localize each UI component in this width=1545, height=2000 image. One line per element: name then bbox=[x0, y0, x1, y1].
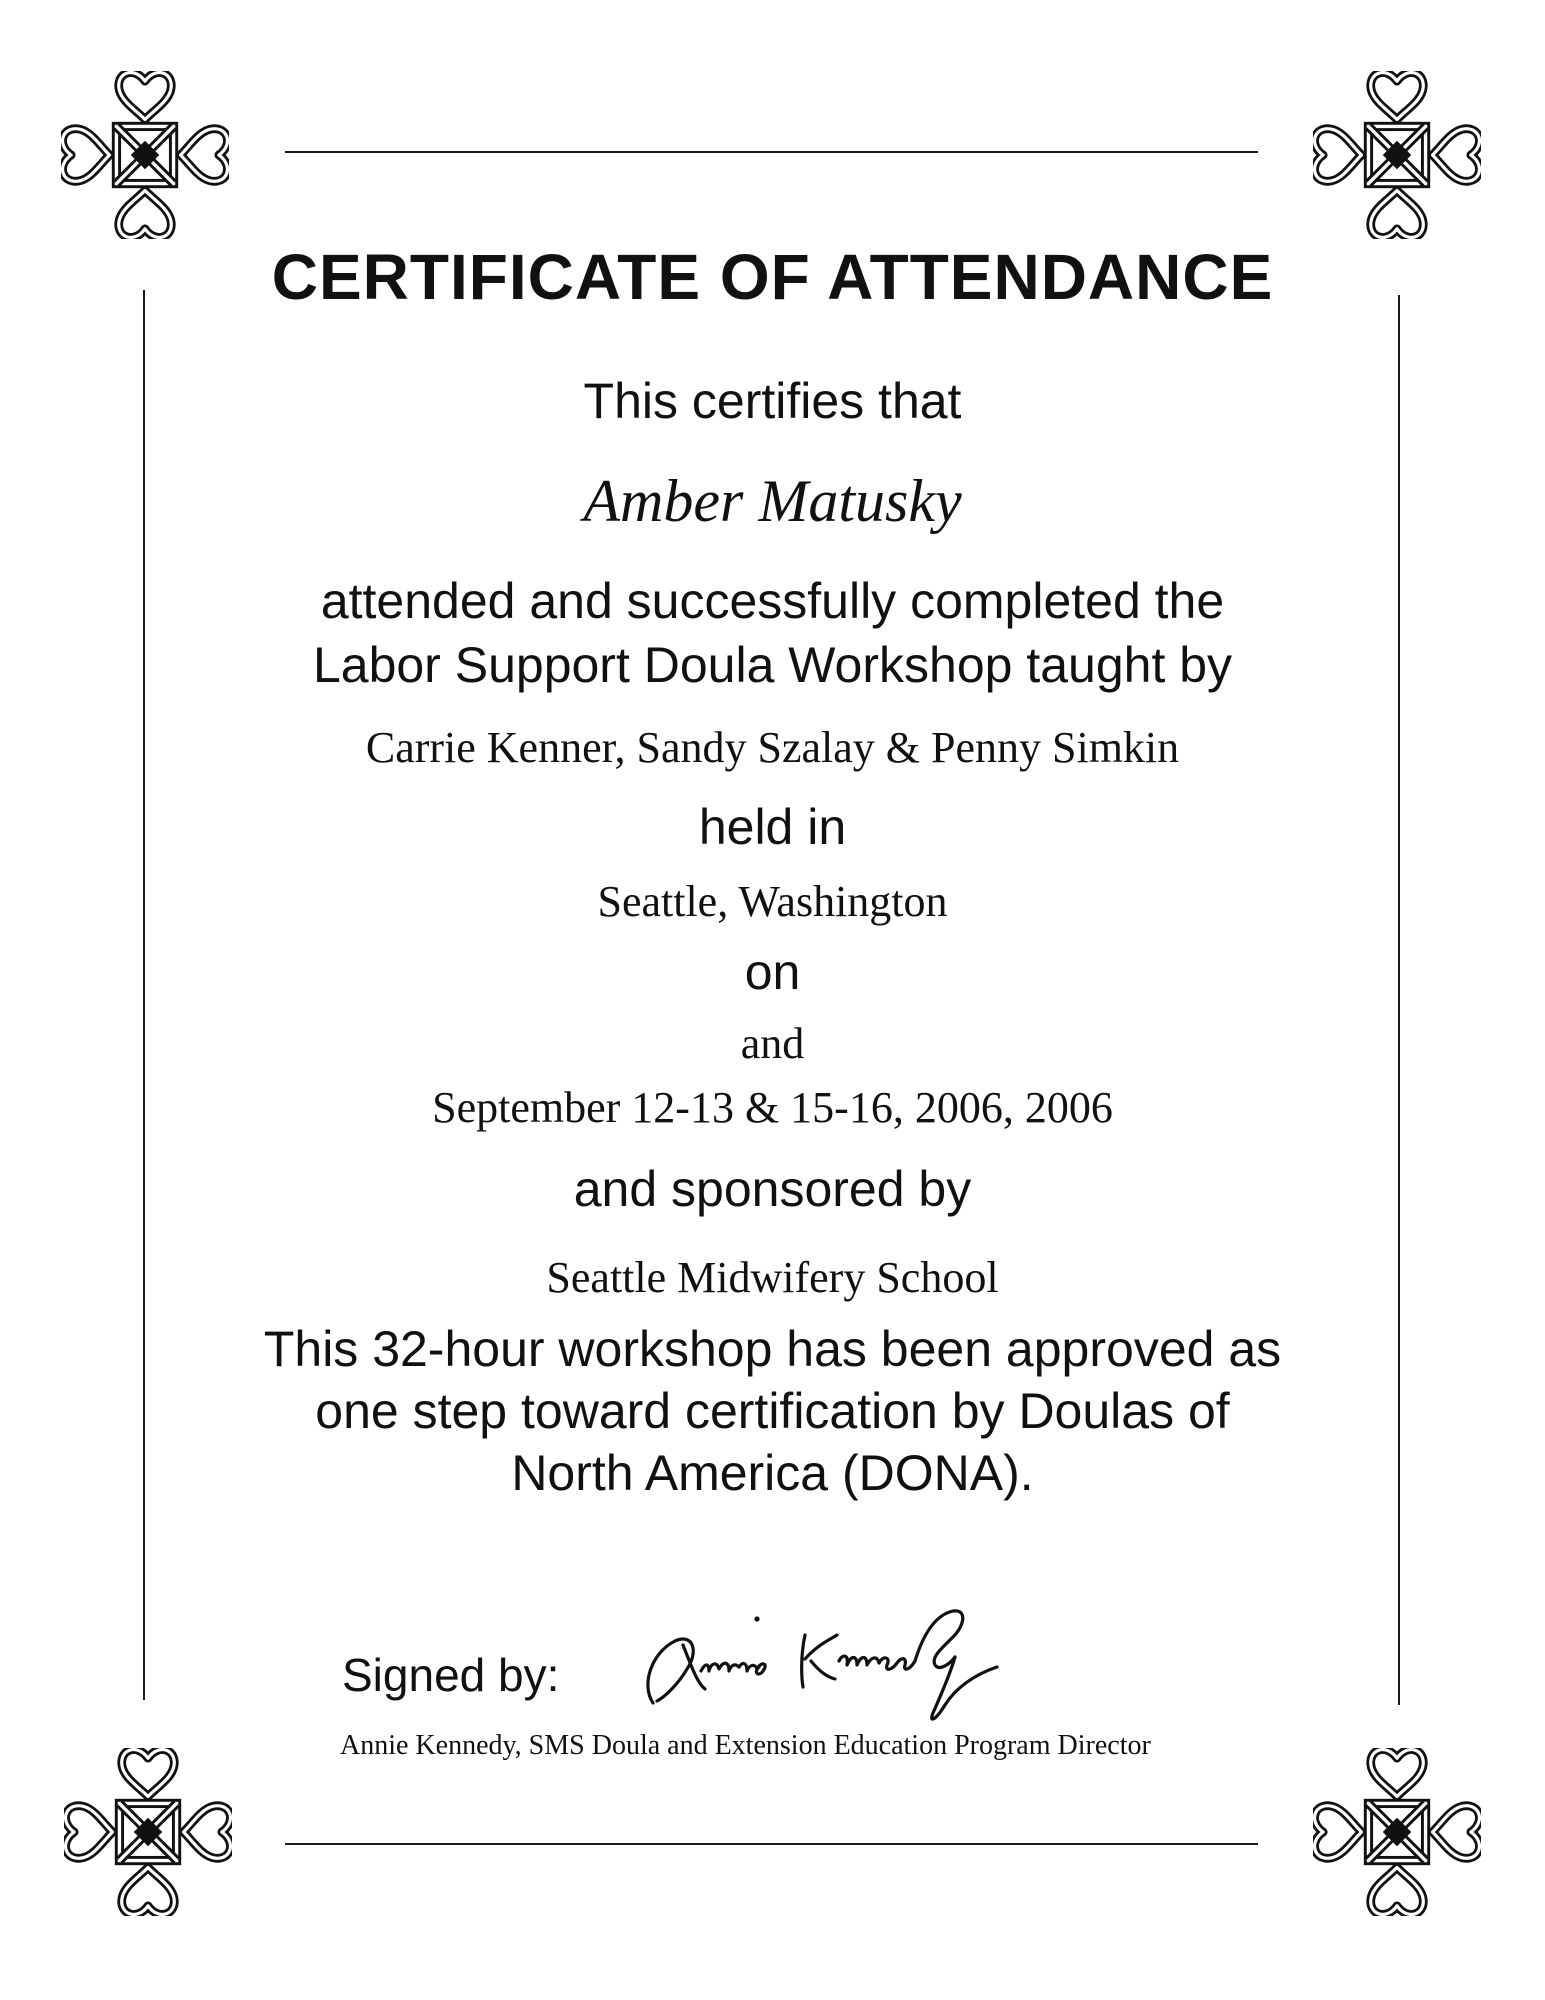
certifies-line: This certifies that bbox=[583, 373, 962, 429]
recipient-name: Amber Matusky bbox=[583, 468, 962, 534]
on-label: on bbox=[744, 944, 801, 1000]
location: Seattle, Washington bbox=[597, 877, 948, 926]
handwritten-signature bbox=[635, 1605, 1095, 1725]
workshop-dates: September 12-13 & 15-16, 2006, 2006 bbox=[432, 1083, 1113, 1132]
approval-line-2: one step toward certification by Doulas of bbox=[315, 1383, 1230, 1439]
celtic-hearts-knot-icon bbox=[64, 1748, 232, 1916]
signed-by-label: Signed by: bbox=[342, 1649, 560, 1701]
celtic-hearts-knot-icon bbox=[1313, 1748, 1481, 1916]
sponsored-label: and sponsored by bbox=[573, 1161, 972, 1217]
certificate-title: CERTIFICATE OF ATTENDANCE bbox=[271, 241, 1274, 313]
and-label: and bbox=[740, 1019, 805, 1068]
top-rule bbox=[285, 151, 1258, 153]
held-in-label: held in bbox=[698, 799, 847, 855]
completion-line-2: Labor Support Doula Workshop taught by bbox=[312, 637, 1233, 693]
celtic-hearts-knot-icon bbox=[1313, 71, 1481, 239]
completion-line-1: attended and successfully completed the bbox=[320, 573, 1225, 629]
signer-name-title: Annie Kennedy, SMS Doula and Extension Education Program Director bbox=[340, 1730, 1151, 1761]
bottom-rule bbox=[285, 1843, 1258, 1845]
approval-line-3: North America (DONA). bbox=[511, 1445, 1034, 1501]
approval-line-1: This 32-hour workshop has been approved as bbox=[263, 1321, 1282, 1377]
instructors: Carrie Kenner, Sandy Szalay & Penny Simkin bbox=[365, 723, 1180, 772]
celtic-hearts-knot-icon bbox=[61, 71, 229, 239]
sponsor-name: Seattle Midwifery School bbox=[546, 1253, 999, 1302]
